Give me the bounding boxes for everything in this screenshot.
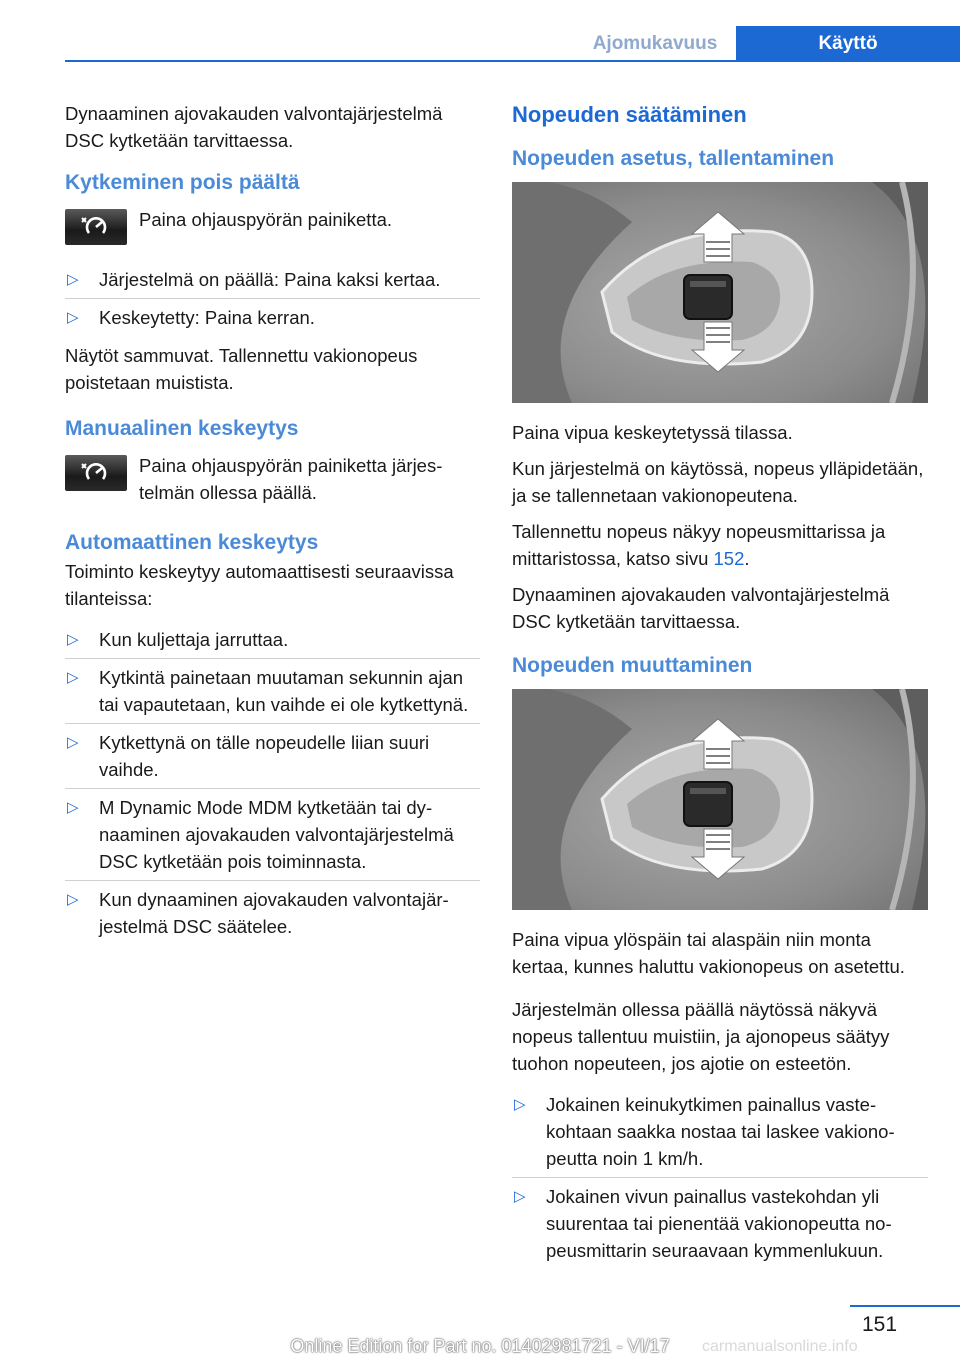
heading-switch-off: Kytkeminen pois päältä: [65, 171, 300, 194]
switch-off-instruction: [65, 206, 480, 245]
list-item: ▷ Kun kuljettaja jarruttaa.: [65, 621, 480, 658]
triangle-right-icon: ▷: [67, 631, 79, 648]
heading-speed-change: Nopeuden muuttaminen: [512, 654, 753, 677]
steering-wheel-lever-photo: [512, 689, 928, 910]
auto-interrupt-intro: Toiminto keskeytyy automaattisesti seuraavissa tilanteissa:: [65, 561, 454, 609]
triangle-right-icon: ▷: [67, 891, 79, 908]
page-reference-link[interactable]: 152: [713, 548, 745, 569]
footer-rule: [850, 1305, 960, 1307]
list-item: ▷ Kun dynaaminen ajovakauden valvontajärjestelmä DSC säätelee.: [65, 880, 480, 945]
manual-interrupt-text: Paina ohjauspyörän painiketta järjestelmän ollessa päällä.: [139, 455, 443, 503]
header-chapter-tab[interactable]: Käyttö: [736, 26, 960, 62]
cruise-control-button-icon: [65, 209, 127, 245]
heading-auto-interrupt: Automaattinen keskeytys: [65, 531, 319, 554]
speed-change-p1: Paina vipua ylöspäin tai alaspäin niin monta kertaa, kunnes haluttu vakionopeus on asetettu.: [512, 929, 905, 977]
header-section-tab[interactable]: Ajomukavuus: [592, 33, 718, 54]
triangle-right-icon: ▷: [67, 799, 79, 816]
switch-off-text: Paina ohjauspyörän painiketta.: [139, 209, 393, 230]
auto-interrupt-list: [65, 621, 480, 945]
triangle-right-icon: ▷: [67, 669, 79, 686]
speed-set-p3: Tallennettu nopeus näkyy nopeusmittarissa ja mittaristossa, katso sivu 152.: [512, 521, 886, 569]
switch-off-list: [65, 261, 480, 336]
triangle-right-icon: ▷: [67, 734, 79, 751]
speed-change-p2: Järjestelmän ollessa päällä näytössä näkyvä nopeus tallentuu muistiin, ja ajonopeus säätyy tuohon nopeuteen, jos ajotie on esteetön.: [512, 999, 890, 1074]
speed-change-list: [512, 1086, 928, 1269]
switch-off-after: Näytöt sammuvat. Tallennettu vakionopeus poistetaan muistista.: [65, 345, 418, 393]
watermark: carmanualsonline.info: [702, 1338, 858, 1355]
triangle-right-icon: ▷: [67, 309, 79, 326]
heading-speed-control: Nopeuden säätäminen: [512, 102, 747, 127]
list-item: ▷ Järjestelmä on päällä: Paina kaksi kertaa.: [65, 261, 480, 298]
left-column: [65, 100, 480, 951]
triangle-right-icon: ▷: [514, 1188, 526, 1205]
page-number: 151: [862, 1313, 898, 1336]
left-intro: Dynaaminen ajovakauden valvontajärjestelmä DSC kytketään tarvittaessa.: [65, 103, 443, 151]
speed-set-p1: Paina vipua keskeytetyssä tilassa.: [512, 422, 793, 443]
list-item: ▷ Jokainen keinukytkimen painallus vastekohtaan saakka nostaa tai laskee vakionopeutta noin 1 km/h.: [512, 1086, 928, 1177]
heading-speed-set: Nopeuden asetus, tallentaminen: [512, 147, 835, 170]
triangle-right-icon: ▷: [67, 271, 79, 288]
steering-wheel-lever-photo: [512, 182, 928, 403]
list-item: ▷ Keskeytetty: Paina kerran.: [65, 298, 480, 336]
edition-footer: Online Edition for Part no. 01402981721 - VI/17: [290, 1336, 670, 1356]
heading-manual-interrupt: Manuaalinen keskeytys: [65, 417, 299, 440]
speed-set-p4: Dynaaminen ajovakauden valvontajärjestelmä DSC kytketään tarvittaessa.: [512, 584, 890, 632]
list-item: ▷ M Dynamic Mode MDM kytketään tai dynaaminen ajovakauden valvontajärjestelmä DSC kytketään pois toiminnasta.: [65, 788, 480, 880]
list-item: ▷ Kytkettynä on tälle nopeudelle liian suuri vaihde.: [65, 723, 480, 788]
speed-set-p2: Kun järjestelmä on käytössä, nopeus ylläpidetään, ja se tallennetaan vakionopeutena.: [512, 458, 924, 506]
list-item: ▷ Kytkintä painetaan muutaman sekunnin ajan tai vapautetaan, kun vaihde ei ole kytkettynä.: [65, 658, 480, 723]
cruise-control-button-icon: [65, 455, 127, 491]
triangle-right-icon: ▷: [514, 1096, 526, 1113]
right-column: [512, 100, 928, 1275]
list-item: ▷ Jokainen vivun painallus vastekohdan yli suurentaa tai pienentää vakionopeutta nopeusmittarin seuraavaan kymmenlukuun.: [512, 1177, 928, 1269]
manual-interrupt-instruction: [65, 452, 480, 506]
